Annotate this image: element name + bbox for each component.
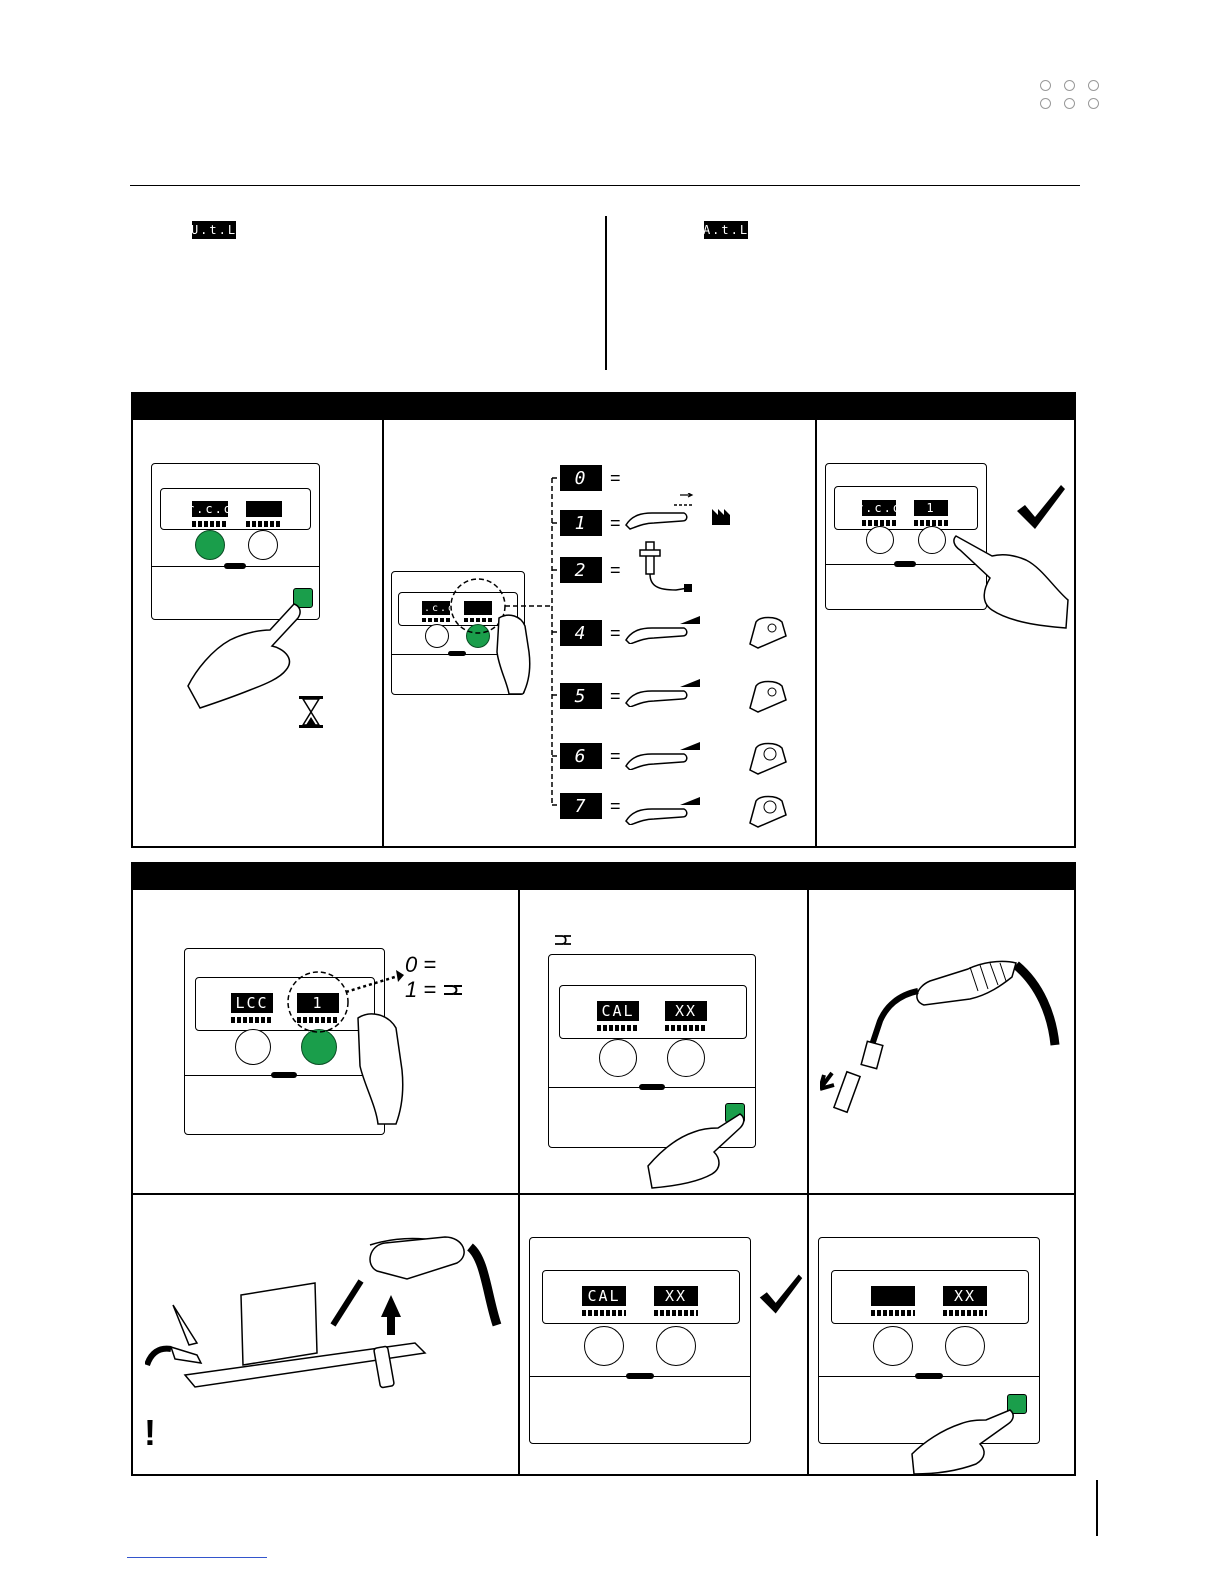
hourglass-icon [298,695,324,729]
pressing-hand-icon [646,1112,746,1190]
left-knob[interactable] [866,526,894,554]
left-level-bar [192,521,228,527]
section2-divider-v1 [518,890,520,1476]
calibration-confirm-panel [529,1237,751,1444]
left-display: CAL [582,1286,626,1306]
right-display: XX [943,1286,987,1306]
equals-sign: = [610,512,621,533]
left-knob[interactable] [195,530,225,560]
display-window [559,985,747,1039]
code-row-0 [560,465,621,491]
turning-hand-icon [356,1010,406,1125]
left-level-bar [231,1017,273,1023]
equals-sign: = [423,952,437,977]
torch-module-icon [748,678,788,714]
right-level-bar [654,1310,698,1316]
right-knob[interactable] [945,1326,985,1366]
section1-divider-1 [382,420,384,848]
right-display: 1 [914,500,948,516]
column-divider [605,216,607,370]
remote-control-icon [636,540,696,598]
right-display: 1 [297,993,339,1013]
cable-icon [553,932,573,948]
left-knob[interactable] [235,1029,271,1065]
utl-code-badge: U.t.L [190,223,238,237]
torch-remote-icon [624,493,734,531]
left-display: CAL [597,1001,639,1021]
right-display: XX [665,1001,707,1021]
code-row-6 [560,743,621,769]
check-mark-icon [758,1272,804,1316]
torch-module-icon [748,614,788,650]
code-display: 5 [560,683,602,709]
left-display: r.c.o [415,602,457,614]
code-row-7 [560,793,621,819]
code-display: 2 [560,557,602,583]
equals-sign: = [610,745,621,766]
code-display: 0 [560,465,602,491]
lcc-option-value: 1 [405,977,418,1002]
right-knob[interactable] [667,1039,705,1077]
page-number-rule [1096,1480,1098,1536]
panel-handle [271,1072,297,1078]
header-rule [130,185,1080,186]
torch-speed-icon [624,677,704,707]
lcc-option-1 [405,977,464,1003]
footer-link-underline [127,1557,267,1558]
check-mark-icon [1015,483,1067,531]
display-window [831,1270,1029,1324]
left-knob[interactable] [584,1326,624,1366]
torch-speed-icon [624,795,704,825]
equals-sign: = [610,467,621,488]
left-display: r.c.o [855,501,903,515]
lcc-option-value: 0 [405,952,418,977]
display-window [160,488,311,530]
equals-sign: = [610,685,621,706]
right-display: XX [654,1286,698,1306]
code-display: 1 [560,510,602,536]
equals-sign: = [610,559,621,580]
right-level-bar [246,521,282,527]
left-display: LCC [231,993,273,1013]
panel-handle [448,651,466,656]
torch-module-icon [748,793,788,829]
logo-dots-icon [1040,80,1110,114]
right-knob[interactable] [248,530,278,560]
equals-sign: = [610,795,621,816]
left-level-bar [582,1310,626,1316]
torch-speed-icon [624,740,704,770]
panel-handle [915,1373,943,1379]
left-knob[interactable] [599,1039,637,1077]
code-row-2 [560,557,621,583]
turning-hand-icon [495,612,535,694]
code-row-1 [560,510,621,536]
atl-code-badge: A.t.L [702,223,750,237]
torch-speed-icon [624,614,704,644]
torch-nozzle-removal-icon [820,955,1065,1135]
pressing-hand-icon [186,600,306,710]
right-level-bar [943,1310,987,1316]
pressing-hand-icon [950,530,1070,630]
panel-handle [224,563,246,569]
right-knob[interactable] [656,1326,696,1366]
display-window [542,1270,740,1324]
control-panel-step1 [151,463,320,620]
right-knob[interactable] [301,1029,337,1065]
right-knob[interactable] [918,526,946,554]
code-display: 7 [560,793,602,819]
code-row-4 [560,620,621,646]
section2-divider-h [131,1193,1076,1195]
right-display [246,501,282,517]
left-display: r.c.o [186,502,234,516]
left-level-bar [597,1025,639,1031]
panel-handle [626,1373,654,1379]
workpiece-welding-icon [145,1235,515,1410]
section1-divider-2 [815,420,817,848]
left-level-bar [871,1310,915,1316]
code-row-5 [560,683,621,709]
panel-handle [639,1084,665,1090]
section2-divider-v2 [807,890,809,1476]
left-display [871,1286,915,1306]
warning-mark: ! [144,1412,156,1453]
cable-icon [442,982,464,998]
code-display: 4 [560,620,602,646]
lcc-option-0 [405,952,436,978]
pressing-hand-icon [910,1408,1015,1476]
panel-handle [894,561,916,567]
right-level-bar [665,1025,707,1031]
code-display: 6 [560,743,602,769]
equals-sign: = [423,977,437,1002]
torch-module-icon [748,740,788,776]
equals-sign: = [610,622,621,643]
left-knob[interactable] [873,1326,913,1366]
